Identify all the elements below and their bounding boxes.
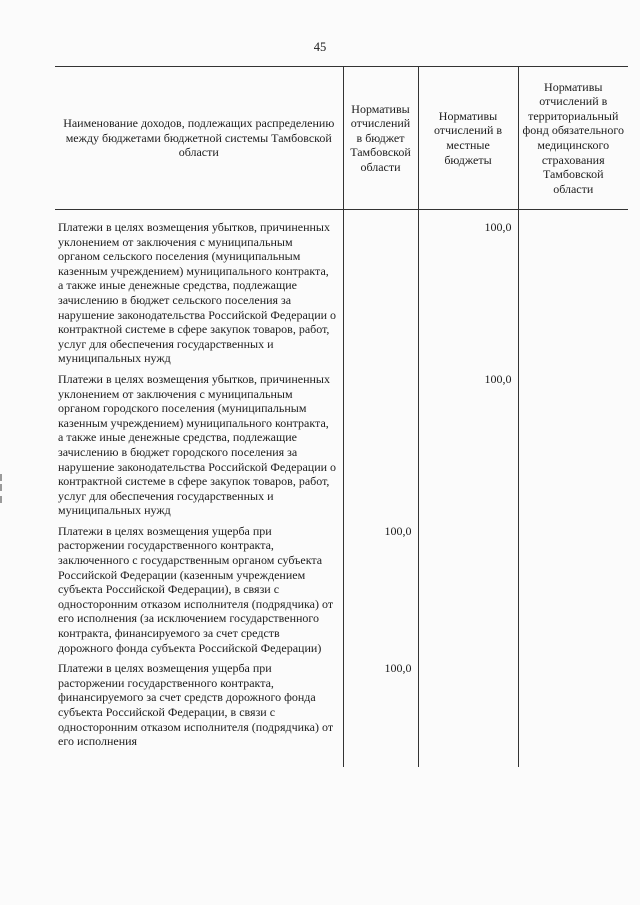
revenue-name-cell: Платежи в целях возмещения ущерба при расторжении государственного контракта, заключенного с государственным органом субъекта Российской Федерации (казенным учреждением субъекта Российской Федерации), в связи с односторонним отказом исполнителя (подрядчика) от его исполнения (за исключением государственного контракта, финансируемого за счет средств дорожного фонда субъекта Российской Федерации): [58, 523, 334, 655]
revenue-distribution-table: [55, 66, 628, 767]
fund-value-cell: [518, 210, 628, 372]
table-row: [55, 210, 628, 372]
local-value-cell: 100,0: [418, 372, 518, 524]
fund-value-cell: [518, 524, 628, 661]
scan-artifact: [0, 474, 2, 481]
local-value-cell: [418, 524, 518, 661]
regional-value-cell: [343, 372, 418, 524]
fund-value-cell: [518, 661, 628, 767]
table-header-row: [55, 67, 628, 210]
header-local-budgets: Нормативы отчислений в местные бюджеты: [418, 67, 518, 210]
regional-value-cell: 100,0: [343, 661, 418, 767]
fund-value-cell: [518, 372, 628, 524]
revenue-name-cell: Платежи в целях возмещения убытков, причиненных уклонением от заключения с муниципальным органом городского поселения (муниципальным казенным учреждением) муниципального контракта, а также иные денежные средства, подлежащие зачислению в бюджет городского поселения за нарушение законодательства Российской Федерации о контрактной системе в сфере закупок товаров, работ, услуг для обеспечения государственных и муниципальных нужд: [58, 371, 337, 518]
scan-artifact: [0, 484, 2, 491]
header-medical-fund: Нормативы отчислений в территориальный фонд обязательного медицинского страхования Тамбовской области: [518, 67, 628, 210]
scan-artifact: [0, 496, 2, 503]
table-row: [55, 372, 628, 524]
local-value-cell: [418, 661, 518, 767]
local-value-cell: 100,0: [418, 210, 518, 372]
table-row: [55, 524, 628, 661]
regional-value-cell: 100,0: [343, 524, 418, 661]
table-row: [55, 661, 628, 767]
revenue-name-cell: Платежи в целях возмещения убытков, причиненных уклонением от заключения с муниципальным органом сельского поселения (муниципальным казенным учреждением) муниципального контракта, а также иные денежные средства, подлежащие зачислению в бюджет сельского поселения за нарушение законодательства Российской Федерации о контрактной системе в сфере закупок товаров, работ, услуг для обеспечения государственных и муниципальных нужд: [58, 220, 337, 366]
header-regional-budget: Нормативы отчислений в бюджет Тамбовской области: [343, 67, 418, 210]
header-revenue-name: Наименование доходов, подлежащих распределению между бюджетами бюджетной системы Тамбовской области: [55, 67, 343, 210]
page-number: 45: [313, 40, 327, 54]
revenue-name-cell: Платежи в целях возмещения ущерба при расторжении государственного контракта, финансируемого за счет средств дорожного фонда субъекта Российской Федерации, в связи с односторонним отказом исполнителя (подрядчика) от его исполнения: [58, 661, 334, 749]
regional-value-cell: [343, 210, 418, 372]
